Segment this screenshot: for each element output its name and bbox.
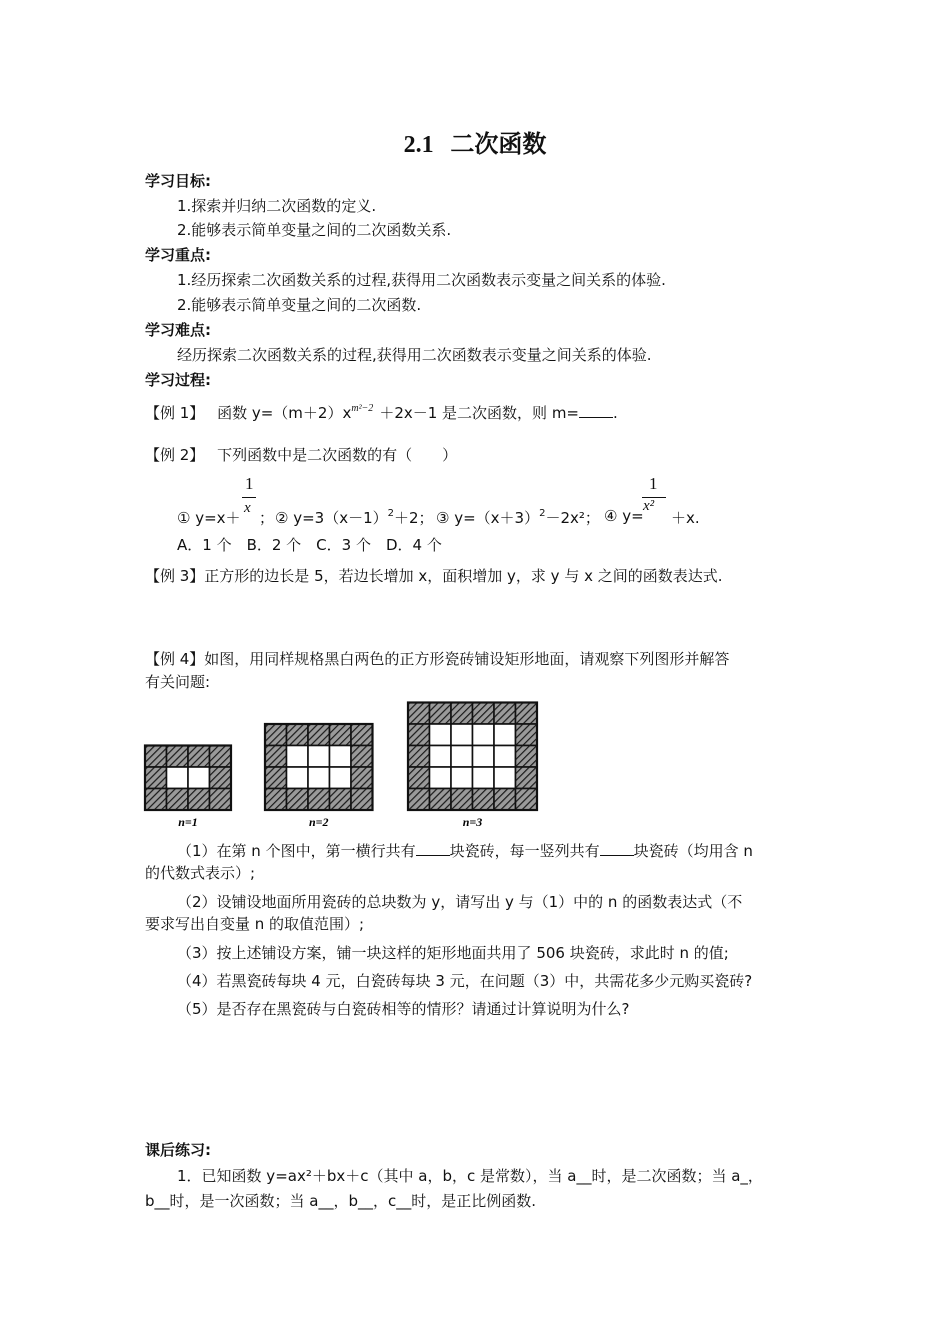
white-tile <box>287 746 309 768</box>
black-tile <box>516 724 538 746</box>
tile-figure-1 <box>145 746 231 830</box>
black-tile <box>494 703 516 725</box>
key-point-item: 1.经历探索二次函数关系的过程,获得用二次函数表示变量之间关系的体验. <box>177 271 666 289</box>
frac1-bar <box>242 497 256 498</box>
example4-line1: 【例 4】如图，用同样规格黑白两色的正方形瓷砖铺设矩形地面，请观察下列图形并解答 <box>145 650 730 668</box>
white-tile <box>430 767 452 789</box>
black-tile <box>516 767 538 789</box>
black-tile <box>287 724 309 746</box>
example1-label: 【例 1】 <box>145 404 205 422</box>
example2-question: 下列函数中是二次函数的有（ ） <box>217 446 458 464</box>
option-2-sup: 2 <box>387 508 394 519</box>
q1-part-c: 块瓷砖（均用含 n <box>633 842 753 860</box>
black-tile <box>167 746 189 768</box>
q2: （2）设铺设地面所用瓷砖的总块数为 y，请写出 y 与（1）中的 n 的函数表达式（不 <box>177 893 743 911</box>
q1-part-b: 块瓷砖，每一竖列共有 <box>449 842 600 860</box>
q4: （4）若黑瓷砖每块 4 元，白瓷砖每块 3 元，在问题（3）中，共需花多少元购买瓷砖? <box>177 972 753 990</box>
white-tile <box>330 746 352 768</box>
black-tile <box>516 746 538 768</box>
black-tile <box>330 789 352 811</box>
figure-label: n=2 <box>308 815 329 829</box>
black-tile <box>494 789 516 811</box>
frac2-numerator: 1 <box>649 474 658 493</box>
white-tile <box>494 724 516 746</box>
white-tile <box>330 767 352 789</box>
black-tile <box>145 767 167 789</box>
black-tile <box>265 767 287 789</box>
white-tile <box>451 746 473 768</box>
page-title <box>0 124 950 159</box>
white-tile <box>451 767 473 789</box>
black-tile <box>451 703 473 725</box>
objective-item: 2.能够表示简单变量之间的二次函数关系. <box>177 221 452 239</box>
q1-blank-col <box>600 841 634 856</box>
q1 <box>177 840 753 861</box>
white-tile <box>451 724 473 746</box>
example1-after: ＋2x－1 是二次函数，则 m= <box>379 404 579 422</box>
black-tile <box>287 789 309 811</box>
figure-label: n=1 <box>178 815 198 829</box>
black-tile <box>210 767 232 789</box>
homework-line2: b__时，是一次函数；当 a__，b__，c__时，是正比例函数. <box>145 1192 537 1210</box>
q2-cont: 要求写出自变量 n 的取值范围）; <box>145 915 365 933</box>
white-tile <box>473 767 495 789</box>
objective-item: 1.探索并归纳二次函数的定义. <box>177 197 377 215</box>
black-tile <box>330 724 352 746</box>
option-3 <box>436 507 600 528</box>
tile-figure-2 <box>265 724 373 829</box>
black-tile <box>473 789 495 811</box>
option-1: ① y=x＋ <box>177 509 241 527</box>
option-3-end: －2x²； <box>545 509 600 527</box>
black-tile <box>516 703 538 725</box>
example2-choices: A．1 个 B．2 个 C．3 个 D．4 个 <box>177 536 442 554</box>
black-tile <box>430 703 452 725</box>
black-tile <box>308 789 330 811</box>
black-tile <box>145 789 167 811</box>
figure-label: n=3 <box>462 815 483 829</box>
tile-figure-3 <box>408 703 537 830</box>
homework-heading: 课后练习: <box>145 1141 211 1159</box>
key-points-heading: 学习重点: <box>145 246 211 264</box>
difficulty-text: 经历探索二次函数关系的过程,获得用二次函数表示变量之间关系的体验. <box>177 346 652 364</box>
black-tile <box>188 746 210 768</box>
white-tile <box>473 746 495 768</box>
white-tile <box>167 767 189 789</box>
black-tile <box>210 789 232 811</box>
black-tile <box>265 789 287 811</box>
white-tile <box>494 767 516 789</box>
q5: （5）是否存在黑瓷砖与白瓷砖相等的情形？请通过计算说明为什么? <box>177 1000 630 1018</box>
example1-exponent: m²−2 <box>351 403 374 414</box>
option-1-end: ； <box>259 509 275 527</box>
example1-before: 函数 y=（m＋2）x <box>217 404 352 422</box>
example4-line2: 有关问题: <box>145 673 211 691</box>
option-2-text: ② y=3（x－1） <box>275 509 388 527</box>
black-tile <box>351 789 373 811</box>
frac2-denominator: x² <box>643 498 655 514</box>
option-3-sup: 2 <box>539 508 546 519</box>
black-tile <box>145 746 167 768</box>
example1-end: . <box>613 404 618 422</box>
option-3-text: ③ y=（x＋3） <box>436 509 540 527</box>
black-tile <box>408 746 430 768</box>
frac1-numerator: 1 <box>245 474 254 493</box>
black-tile <box>473 703 495 725</box>
example2-options-a <box>177 507 241 528</box>
black-tile <box>308 724 330 746</box>
black-tile <box>188 789 210 811</box>
example3: 【例 3】正方形的边长是 5，若边长增加 x，面积增加 y，求 y 与 x 之间的函数表达式. <box>145 567 723 585</box>
difficulties-heading: 学习难点: <box>145 321 211 339</box>
white-tile <box>494 746 516 768</box>
title-number: 2.1 <box>403 132 434 158</box>
example1 <box>145 402 618 423</box>
white-tile <box>430 724 452 746</box>
option-4: ④ y= <box>604 507 644 525</box>
option-4-end: ＋x. <box>671 509 700 527</box>
black-tile <box>408 724 430 746</box>
black-tile <box>351 724 373 746</box>
q3: （3）按上述铺设方案，铺一块这样的矩形地面共用了 506 块瓷砖，求此时 n 的值; <box>177 944 729 962</box>
white-tile <box>308 767 330 789</box>
title-text: 二次函数 <box>450 130 547 158</box>
process-heading: 学习过程: <box>145 371 211 389</box>
objectives-heading: 学习目标: <box>145 172 211 190</box>
black-tile <box>430 789 452 811</box>
option-2 <box>275 507 434 528</box>
black-tile <box>167 789 189 811</box>
black-tile <box>265 724 287 746</box>
q1-cont: 的代数式表示）; <box>145 864 256 882</box>
black-tile <box>408 703 430 725</box>
example1-answer-blank <box>579 403 613 418</box>
black-tile <box>351 767 373 789</box>
black-tile <box>516 789 538 811</box>
key-point-item: 2.能够表示简单变量之间的二次函数. <box>177 296 422 314</box>
homework-line1: 1．已知函数 y=ax²＋bx＋c（其中 a，b，c 是常数），当 a__时，是二次函数；当 a_， <box>177 1167 763 1185</box>
black-tile <box>210 746 232 768</box>
white-tile <box>188 767 210 789</box>
black-tile <box>408 767 430 789</box>
black-tile <box>408 789 430 811</box>
black-tile <box>451 789 473 811</box>
example2-label: 【例 2】 <box>145 446 205 464</box>
example2-question-line <box>145 444 457 465</box>
tile-figures <box>140 696 550 831</box>
white-tile <box>287 767 309 789</box>
q1-blank-row <box>416 841 450 856</box>
white-tile <box>473 724 495 746</box>
option-2-end: ＋2； <box>394 509 434 527</box>
black-tile <box>351 746 373 768</box>
white-tile <box>430 746 452 768</box>
q1-part-a: （1）在第 n 个图中，第一横行共有 <box>177 842 416 860</box>
black-tile <box>265 746 287 768</box>
white-tile <box>308 746 330 768</box>
frac1-denominator: x <box>244 500 251 516</box>
